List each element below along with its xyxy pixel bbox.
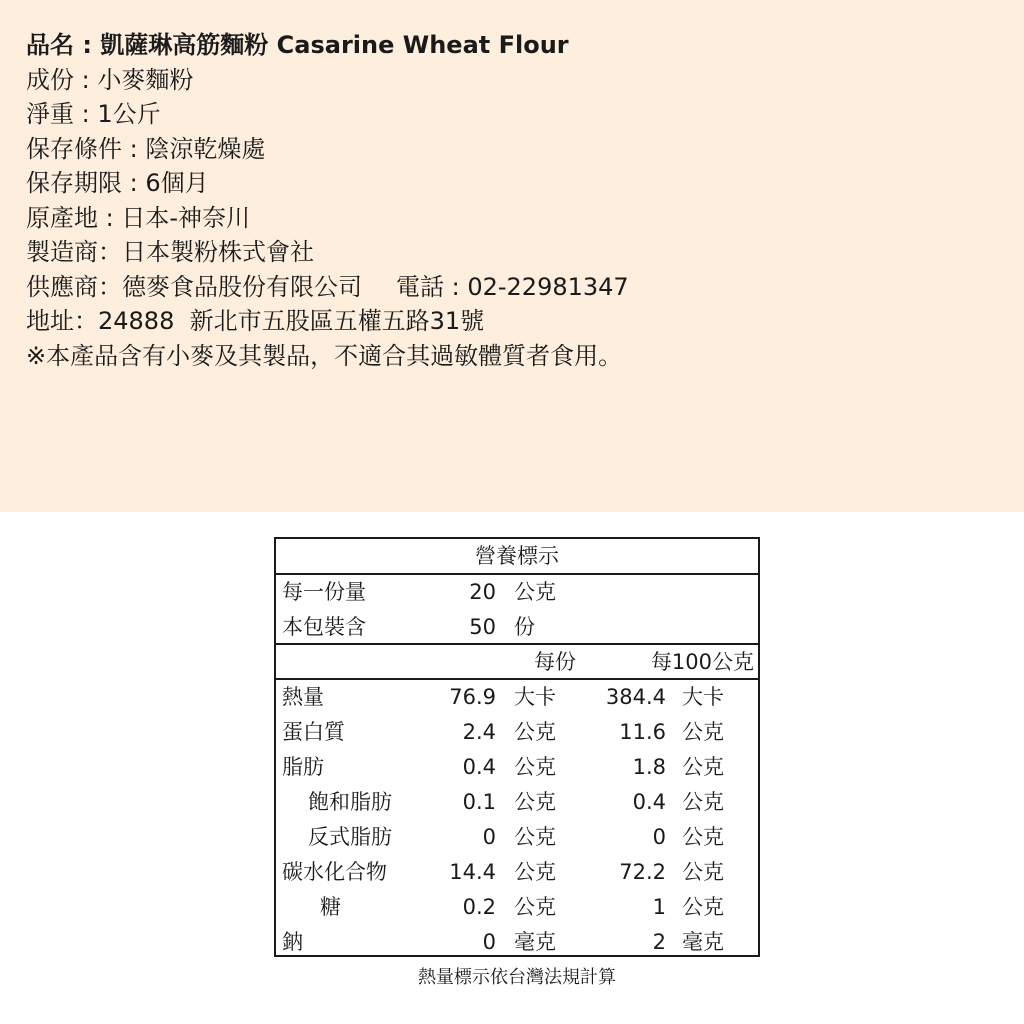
calorie-footnote: 熱量標示依台灣法規計算 [418, 967, 616, 988]
per-100g-unit: 公克 [682, 860, 724, 884]
per-100g-unit: 公克 [682, 895, 724, 919]
per-100g-value: 0 [652, 825, 666, 849]
per-100g-value: 0.4 [632, 790, 666, 814]
per-serving-value: 0 [482, 930, 496, 954]
serving-size-value: 20 [469, 580, 496, 604]
nutrient-row-energy [276, 680, 758, 715]
per-100g-header: 每100公克 [650, 650, 754, 674]
nutrient-row-trans-fat [276, 820, 758, 855]
nutrient-name: 飽和脂肪 [308, 790, 392, 814]
ingredients-line: 成份 : 小麥麵粉 [26, 65, 194, 94]
per-serving-unit: 公克 [514, 755, 556, 779]
product-name: 品名 : 凱薩琳高筋麵粉 Casarine Wheat Flour [26, 31, 569, 59]
column-header-row [276, 645, 758, 680]
per-serving-value: 0.2 [462, 895, 496, 919]
net-weight-line: 淨重 : 1公斤 [26, 100, 161, 128]
per-100g-value: 1.8 [632, 755, 666, 779]
per-100g-value: 11.6 [619, 720, 666, 744]
address-line: 地址：24888 新北市五股區五權五路31號 [26, 307, 485, 335]
per-serving-value: 76.9 [449, 685, 496, 709]
product-info-lines [26, 28, 1016, 373]
per-100g-unit: 公克 [682, 755, 724, 779]
nutrition-facts-table [274, 537, 760, 957]
per-serving-unit: 公克 [514, 895, 556, 919]
nutrient-row-sodium [276, 925, 758, 960]
per-serving-unit: 公克 [514, 790, 556, 814]
storage-line: 保存條件 : 陰涼乾燥處 [26, 134, 266, 163]
shelf-life-line: 保存期限 : 6個月 [26, 169, 209, 197]
manufacturer-line: 製造商：日本製粉株式會社 [26, 238, 314, 266]
per-100g-value: 72.2 [619, 860, 666, 884]
nutrient-name: 脂肪 [282, 755, 324, 779]
serving-size-unit: 公克 [514, 580, 556, 604]
allergy-warning: ※本產品含有小麥及其製品，不適合其過敏體質者食用。 [26, 341, 623, 370]
per-100g-unit: 公克 [682, 825, 724, 849]
per-100g-unit: 公克 [682, 720, 724, 744]
nutrient-name: 反式脂肪 [308, 825, 392, 849]
per-100g-value: 384.4 [605, 685, 666, 709]
supplier-text: 供應商：德麥食品股份有限公司 [26, 272, 362, 301]
per-serving-unit: 公克 [514, 720, 556, 744]
per-serving-value: 2.4 [462, 720, 496, 744]
per-100g-value: 1 [652, 895, 666, 919]
nutrient-name: 鈉 [282, 930, 303, 954]
servings-per-package-value: 50 [469, 615, 496, 639]
per-serving-unit: 公克 [514, 825, 556, 849]
per-100g-unit: 毫克 [682, 930, 724, 954]
servings-per-package-row [276, 610, 758, 645]
servings-per-package-label: 本包裝含 [282, 615, 366, 639]
nutrient-row-saturated-fat [276, 785, 758, 820]
nutrition-title-row [276, 539, 758, 574]
nutrient-name: 碳水化合物 [282, 860, 387, 884]
serving-size-label: 每一份量 [282, 580, 366, 604]
nutrient-name: 蛋白質 [282, 720, 345, 744]
servings-per-package-unit: 份 [514, 615, 535, 639]
nutrient-row-carbohydrate [276, 855, 758, 890]
per-serving-unit: 大卡 [514, 685, 556, 709]
phone-text: 電話 : 02-22981347 [396, 272, 629, 301]
nutrient-name: 熱量 [282, 685, 324, 709]
per-serving-unit: 公克 [514, 860, 556, 884]
nutrient-row-fat [276, 750, 758, 785]
per-serving-value: 0 [482, 825, 496, 849]
nutrient-name: 糖 [320, 895, 341, 919]
supplier-line [26, 270, 1016, 305]
serving-size-row [276, 575, 758, 610]
origin-line: 原產地 : 日本-神奈川 [26, 203, 251, 232]
per-100g-unit: 大卡 [682, 685, 724, 709]
per-serving-header: 每份 [534, 650, 576, 674]
per-100g-unit: 公克 [682, 790, 724, 814]
nutrient-row-protein [276, 715, 758, 750]
nutrient-row-sugar [276, 890, 758, 925]
per-serving-value: 0.4 [462, 755, 496, 779]
per-100g-value: 2 [652, 930, 666, 954]
per-serving-value: 14.4 [449, 860, 496, 884]
per-serving-unit: 毫克 [514, 930, 556, 954]
per-serving-value: 0.1 [462, 790, 496, 814]
nutrition-title: 營養標示 [475, 544, 559, 568]
